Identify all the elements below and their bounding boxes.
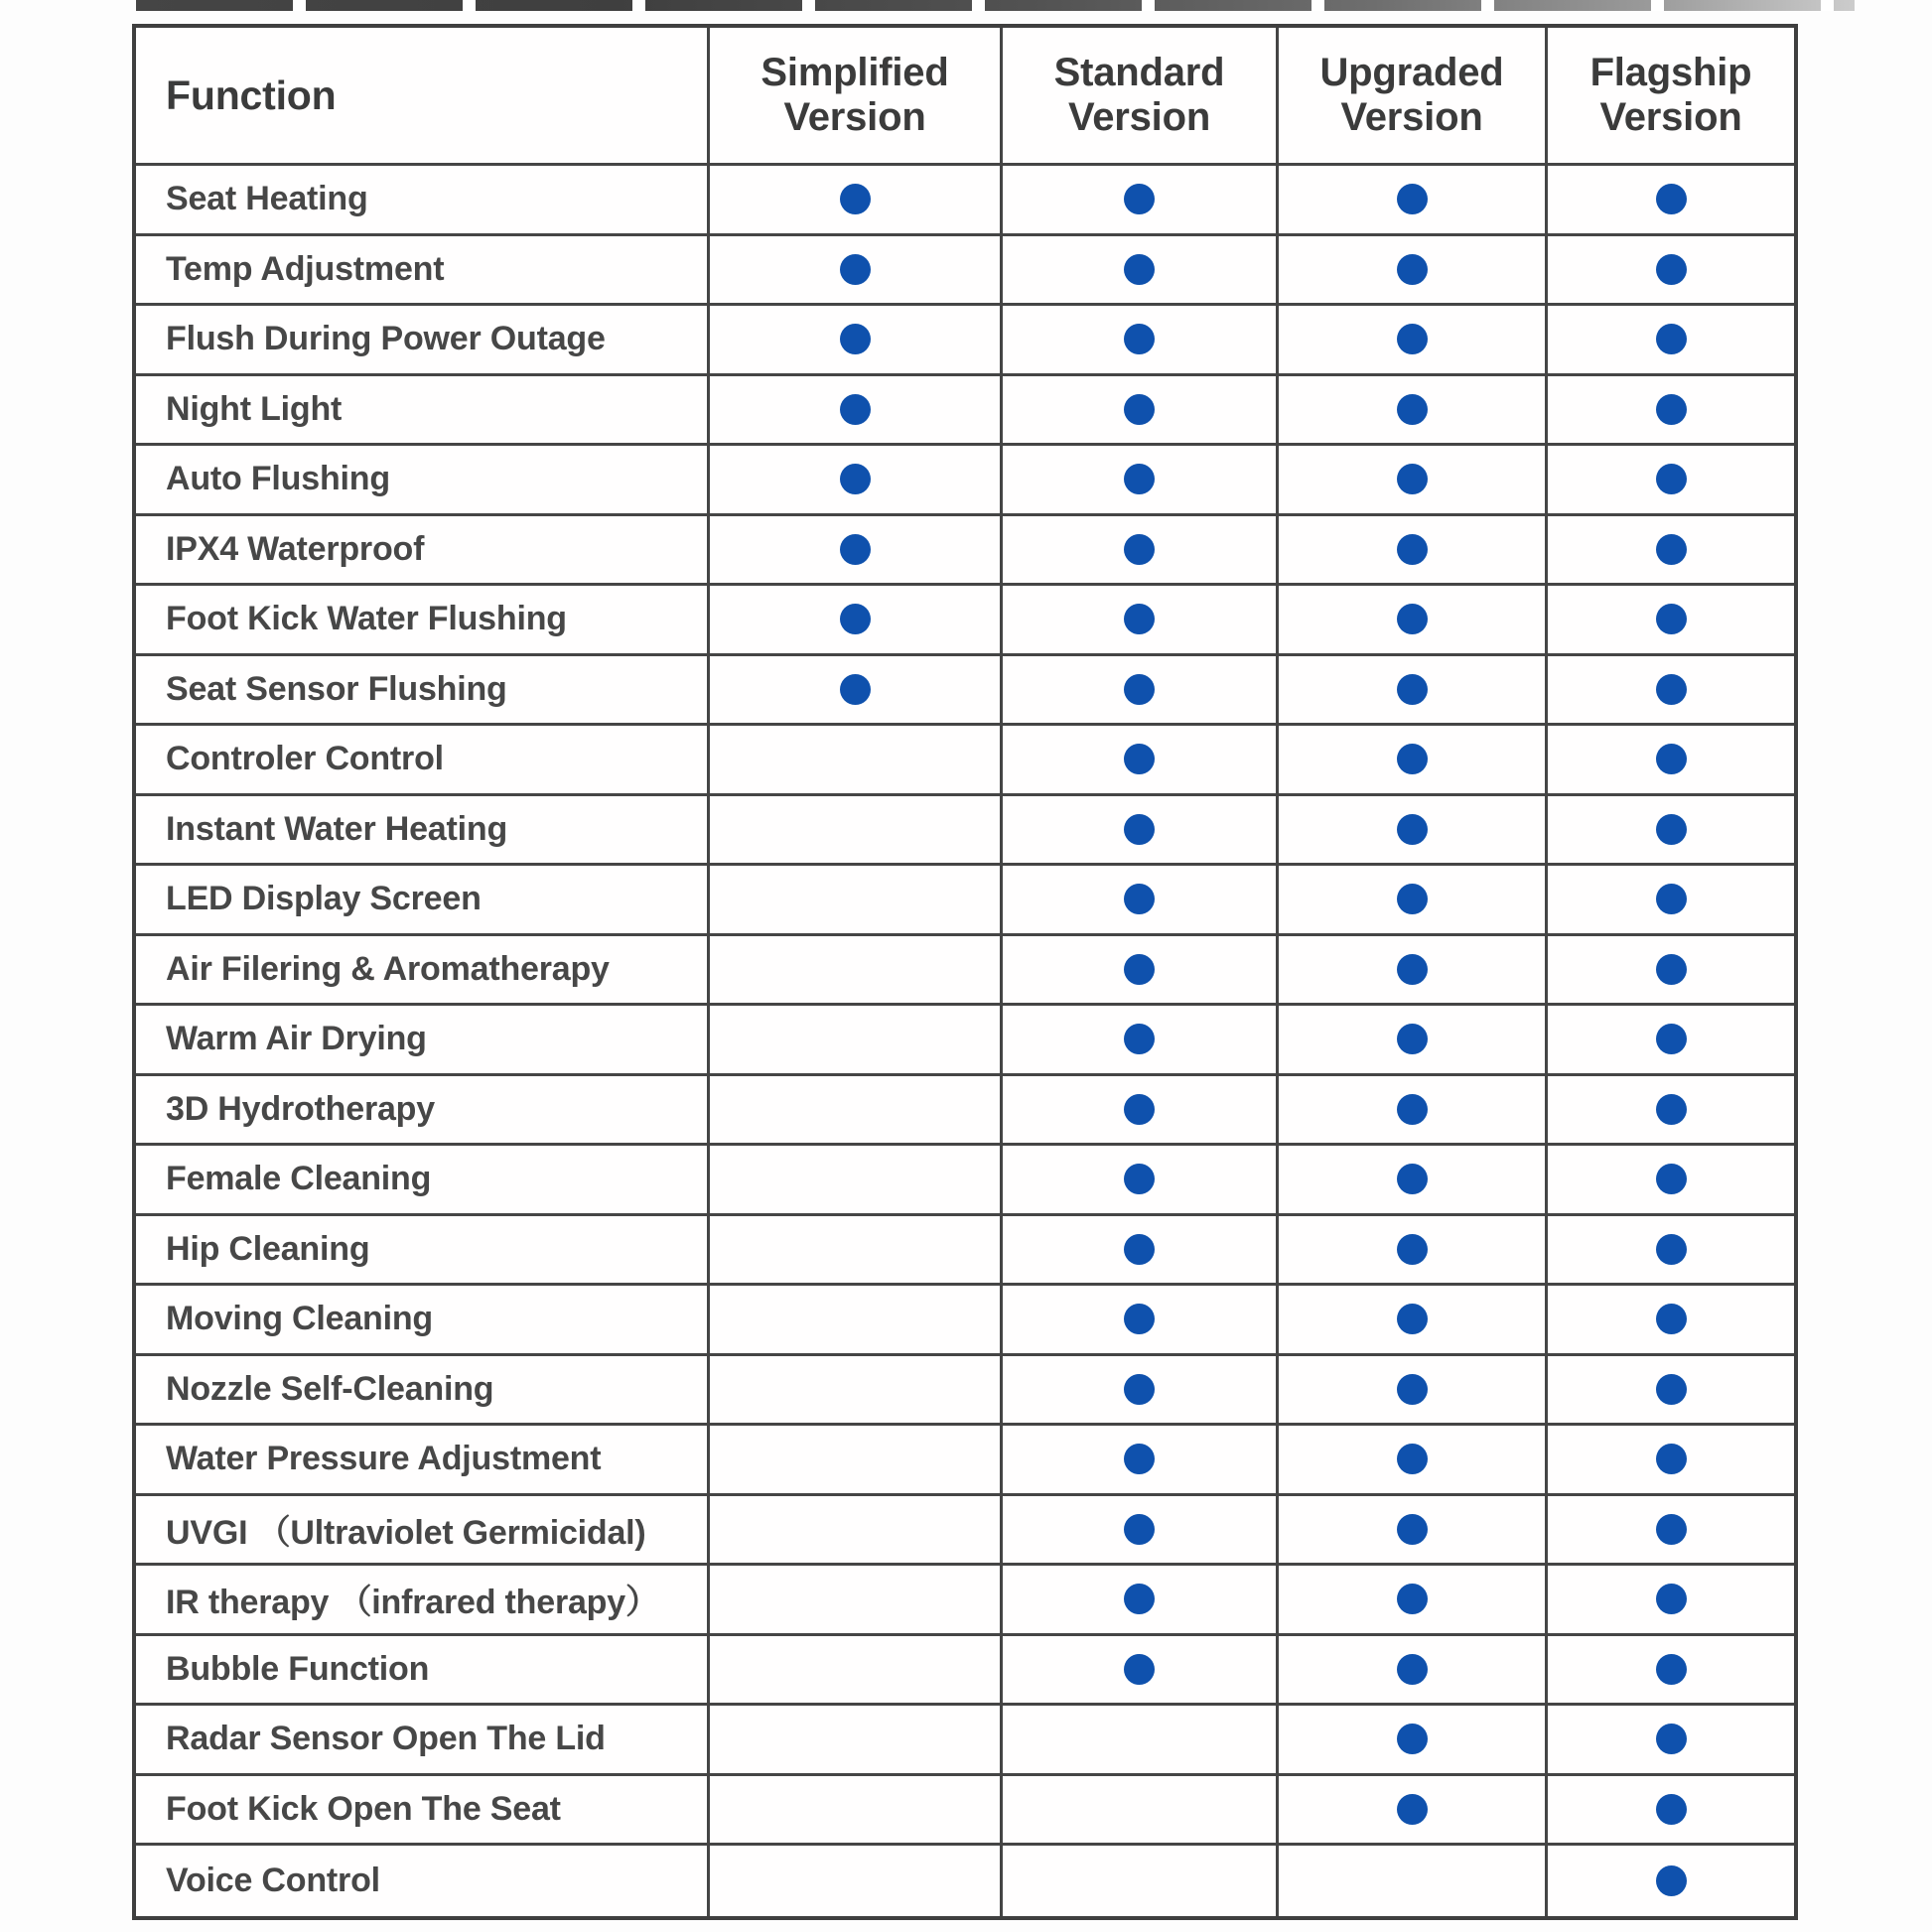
- function-cell: [136, 1636, 710, 1707]
- availability-cell: [1003, 1076, 1279, 1147]
- function-cell: [136, 1146, 710, 1216]
- feature-dot: [1124, 954, 1155, 985]
- availability-cell: [1548, 1846, 1794, 1916]
- feature-dot: [1656, 674, 1687, 705]
- feature-dot: [1397, 1794, 1428, 1825]
- availability-cell: [710, 936, 1003, 1007]
- feature-dot: [1397, 394, 1428, 425]
- availability-cell: [1279, 1076, 1548, 1147]
- availability-cell: [1003, 306, 1279, 376]
- availability-cell: [1548, 1706, 1794, 1776]
- feature-dot: [1656, 1794, 1687, 1825]
- header-function: [136, 28, 710, 166]
- availability-cell: [1548, 306, 1794, 376]
- function-label: 3D Hydrotherapy: [166, 1089, 435, 1128]
- feature-dot: [1124, 674, 1155, 705]
- availability-cell: [710, 236, 1003, 307]
- feature-dot: [1397, 814, 1428, 845]
- function-cell: [136, 1076, 710, 1147]
- header-upgraded-version-label: Upgraded Version: [1319, 50, 1504, 139]
- feature-dot: [1124, 1514, 1155, 1545]
- availability-cell: [1003, 1216, 1279, 1287]
- function-cell: [136, 236, 710, 307]
- function-label: Radar Sensor Open The Lid: [166, 1720, 606, 1758]
- availability-cell: [1548, 726, 1794, 796]
- feature-dot: [1124, 1094, 1155, 1125]
- function-label: Instant Water Heating: [166, 809, 508, 848]
- function-label: Seat Heating: [166, 180, 368, 218]
- availability-cell: [710, 1426, 1003, 1496]
- function-label: UVGI （Ultraviolet Germicidal): [166, 1513, 646, 1552]
- availability-cell: [710, 1636, 1003, 1707]
- feature-dot: [1397, 254, 1428, 285]
- feature-dot: [1656, 1304, 1687, 1334]
- availability-cell: [1548, 866, 1794, 936]
- availability-cell: [710, 586, 1003, 656]
- availability-cell: [1003, 516, 1279, 587]
- feature-dot: [1397, 744, 1428, 774]
- availability-cell: [1003, 166, 1279, 236]
- availability-cell: [710, 446, 1003, 516]
- function-label: IR therapy （infrared therapy）: [166, 1584, 659, 1622]
- feature-dot: [1656, 1514, 1687, 1545]
- feature-dot: [1124, 1024, 1155, 1054]
- function-label: Foot Kick Water Flushing: [166, 600, 567, 638]
- function-label: Female Cleaning: [166, 1160, 432, 1198]
- feature-dot: [1656, 394, 1687, 425]
- function-cell: [136, 1776, 710, 1847]
- availability-cell: [1279, 306, 1548, 376]
- availability-cell: [1548, 1216, 1794, 1287]
- feature-dot: [1124, 394, 1155, 425]
- function-label: Foot Kick Open The Seat: [166, 1789, 561, 1828]
- feature-dot: [1656, 1654, 1687, 1685]
- feature-dot: [1124, 1654, 1155, 1685]
- availability-cell: [1003, 1636, 1279, 1707]
- availability-cell: [1003, 796, 1279, 867]
- function-label: Voice Control: [166, 1861, 380, 1899]
- feature-dot: [1656, 1724, 1687, 1754]
- function-cell: [136, 586, 710, 656]
- function-cell: [136, 1566, 710, 1636]
- feature-dot: [1656, 1444, 1687, 1474]
- function-label: Bubble Function: [166, 1649, 430, 1688]
- feature-dot: [1656, 1374, 1687, 1405]
- availability-cell: [710, 1286, 1003, 1356]
- availability-cell: [1279, 1286, 1548, 1356]
- availability-cell: [1548, 1496, 1794, 1567]
- feature-dot: [1656, 884, 1687, 914]
- feature-dot: [840, 184, 871, 214]
- function-cell: [136, 1216, 710, 1287]
- feature-dot: [1124, 1234, 1155, 1265]
- feature-dot: [840, 394, 871, 425]
- availability-cell: [710, 1496, 1003, 1567]
- feature-dot: [840, 604, 871, 634]
- availability-cell: [1003, 936, 1279, 1007]
- function-label: LED Display Screen: [166, 880, 482, 918]
- feature-dot: [1124, 464, 1155, 494]
- availability-cell: [1279, 796, 1548, 867]
- availability-cell: [1548, 1776, 1794, 1847]
- feature-dot: [1124, 1374, 1155, 1405]
- availability-cell: [1279, 1426, 1548, 1496]
- header-simplified-version: [710, 28, 1003, 166]
- availability-cell: [1003, 1566, 1279, 1636]
- feature-dot: [1124, 604, 1155, 634]
- function-label: Moving Cleaning: [166, 1300, 434, 1338]
- availability-cell: [710, 1706, 1003, 1776]
- availability-cell: [1003, 1426, 1279, 1496]
- feature-dot: [1124, 534, 1155, 565]
- feature-dot: [1397, 1024, 1428, 1054]
- availability-cell: [1003, 656, 1279, 727]
- availability-cell: [1548, 166, 1794, 236]
- availability-cell: [1003, 726, 1279, 796]
- availability-cell: [1279, 936, 1548, 1007]
- availability-cell: [710, 726, 1003, 796]
- feature-dot: [1397, 1094, 1428, 1125]
- function-label: Controler Control: [166, 740, 444, 778]
- availability-cell: [710, 656, 1003, 727]
- function-cell: [136, 1426, 710, 1496]
- header-standard-version-label: Standard Version: [1053, 50, 1225, 139]
- feature-dot: [1124, 814, 1155, 845]
- feature-dot: [1656, 1164, 1687, 1194]
- function-cell: [136, 1706, 710, 1776]
- header-flagship-version-label: Flagship Version: [1589, 50, 1752, 139]
- feature-dot: [1656, 534, 1687, 565]
- availability-cell: [710, 1006, 1003, 1076]
- availability-cell: [1279, 1006, 1548, 1076]
- availability-cell: [1003, 1286, 1279, 1356]
- function-cell: [136, 1286, 710, 1356]
- feature-dot: [1397, 534, 1428, 565]
- function-cell: [136, 166, 710, 236]
- function-label: Water Pressure Adjustment: [166, 1440, 602, 1478]
- availability-cell: [710, 516, 1003, 587]
- availability-cell: [1003, 376, 1279, 447]
- header-simplified-version-label: Simplified Version: [760, 50, 949, 139]
- availability-cell: [1548, 376, 1794, 447]
- function-label: Warm Air Drying: [166, 1020, 427, 1058]
- availability-cell: [1279, 516, 1548, 587]
- availability-cell: [1279, 236, 1548, 307]
- availability-cell: [1279, 166, 1548, 236]
- availability-cell: [1548, 236, 1794, 307]
- availability-cell: [1003, 1776, 1279, 1847]
- feature-dot: [1397, 324, 1428, 354]
- feature-dot: [1397, 1374, 1428, 1405]
- function-label: Seat Sensor Flushing: [166, 669, 507, 708]
- header-function-label: Function: [166, 71, 337, 118]
- feature-dot: [1397, 884, 1428, 914]
- availability-cell: [710, 866, 1003, 936]
- availability-cell: [1003, 1496, 1279, 1567]
- availability-cell: [1548, 1636, 1794, 1707]
- feature-comparison-grid: [136, 28, 1794, 1916]
- availability-cell: [1279, 1356, 1548, 1427]
- availability-cell: [1279, 726, 1548, 796]
- feature-comparison-table: [132, 24, 1798, 1920]
- availability-cell: [1003, 586, 1279, 656]
- feature-dot: [840, 324, 871, 354]
- feature-dot: [1397, 464, 1428, 494]
- feature-dot: [840, 464, 871, 494]
- availability-cell: [1003, 1706, 1279, 1776]
- feature-dot: [1656, 1865, 1687, 1896]
- availability-cell: [1548, 1426, 1794, 1496]
- feature-dot: [1124, 1444, 1155, 1474]
- function-cell: [136, 446, 710, 516]
- header-standard-version: [1003, 28, 1279, 166]
- feature-dot: [840, 674, 871, 705]
- feature-dot: [1124, 324, 1155, 354]
- function-cell: [136, 1006, 710, 1076]
- function-cell: [136, 1846, 710, 1916]
- availability-cell: [1279, 1846, 1548, 1916]
- header-flagship-version: [1548, 28, 1794, 166]
- header-upgraded-version: [1279, 28, 1548, 166]
- function-label: IPX4 Waterproof: [166, 529, 425, 568]
- availability-cell: [710, 1566, 1003, 1636]
- function-cell: [136, 1356, 710, 1427]
- availability-cell: [1279, 1776, 1548, 1847]
- availability-cell: [710, 166, 1003, 236]
- availability-cell: [1279, 1146, 1548, 1216]
- availability-cell: [1548, 516, 1794, 587]
- feature-dot: [1397, 1234, 1428, 1265]
- availability-cell: [1548, 656, 1794, 727]
- feature-dot: [1124, 184, 1155, 214]
- function-label: Flush During Power Outage: [166, 320, 606, 358]
- function-label: Air Filering & Aromatherapy: [166, 949, 610, 988]
- function-label: Hip Cleaning: [166, 1229, 370, 1268]
- availability-cell: [1003, 1146, 1279, 1216]
- feature-dot: [1124, 744, 1155, 774]
- function-label: Auto Flushing: [166, 460, 390, 498]
- feature-dot: [1656, 814, 1687, 845]
- function-cell: [136, 1496, 710, 1567]
- availability-cell: [1548, 796, 1794, 867]
- availability-cell: [1003, 866, 1279, 936]
- function-cell: [136, 866, 710, 936]
- availability-cell: [1003, 1006, 1279, 1076]
- availability-cell: [710, 1146, 1003, 1216]
- feature-dot: [1397, 1444, 1428, 1474]
- feature-dot: [1656, 1234, 1687, 1265]
- function-label: Temp Adjustment: [166, 249, 445, 288]
- feature-dot: [1656, 954, 1687, 985]
- feature-dot: [1124, 884, 1155, 914]
- function-cell: [136, 936, 710, 1007]
- function-cell: [136, 796, 710, 867]
- feature-dot: [1397, 954, 1428, 985]
- availability-cell: [710, 796, 1003, 867]
- availability-cell: [1279, 1706, 1548, 1776]
- availability-cell: [1548, 1076, 1794, 1147]
- availability-cell: [1003, 236, 1279, 307]
- cropped-top-banner: [136, 0, 1855, 11]
- availability-cell: [710, 1846, 1003, 1916]
- feature-dot: [1397, 604, 1428, 634]
- function-cell: [136, 726, 710, 796]
- function-cell: [136, 656, 710, 727]
- feature-dot: [1397, 184, 1428, 214]
- availability-cell: [1003, 1356, 1279, 1427]
- feature-dot: [1124, 1304, 1155, 1334]
- feature-dot: [1397, 1514, 1428, 1545]
- availability-cell: [1279, 446, 1548, 516]
- feature-dot: [1656, 1094, 1687, 1125]
- availability-cell: [1548, 1356, 1794, 1427]
- feature-dot: [1656, 1024, 1687, 1054]
- function-cell: [136, 306, 710, 376]
- feature-dot: [1124, 254, 1155, 285]
- availability-cell: [1548, 446, 1794, 516]
- availability-cell: [1279, 1496, 1548, 1567]
- availability-cell: [1279, 1566, 1548, 1636]
- function-cell: [136, 376, 710, 447]
- availability-cell: [1279, 1636, 1548, 1707]
- availability-cell: [1548, 1146, 1794, 1216]
- function-label: Night Light: [166, 389, 343, 428]
- availability-cell: [710, 1216, 1003, 1287]
- availability-cell: [1548, 936, 1794, 1007]
- availability-cell: [1279, 1216, 1548, 1287]
- availability-cell: [710, 376, 1003, 447]
- feature-dot: [840, 534, 871, 565]
- availability-cell: [1548, 1286, 1794, 1356]
- feature-dot: [1656, 324, 1687, 354]
- feature-dot: [1397, 1584, 1428, 1614]
- feature-dot: [1397, 674, 1428, 705]
- feature-dot: [1656, 254, 1687, 285]
- availability-cell: [1003, 1846, 1279, 1916]
- availability-cell: [710, 1076, 1003, 1147]
- availability-cell: [1548, 1006, 1794, 1076]
- function-label: Nozzle Self-Cleaning: [166, 1369, 494, 1408]
- feature-dot: [840, 254, 871, 285]
- feature-dot: [1656, 464, 1687, 494]
- availability-cell: [1279, 866, 1548, 936]
- feature-dot: [1397, 1304, 1428, 1334]
- availability-cell: [1279, 376, 1548, 447]
- availability-cell: [1003, 446, 1279, 516]
- feature-dot: [1656, 604, 1687, 634]
- availability-cell: [1279, 586, 1548, 656]
- availability-cell: [1279, 656, 1548, 727]
- availability-cell: [710, 306, 1003, 376]
- feature-dot: [1656, 184, 1687, 214]
- availability-cell: [710, 1776, 1003, 1847]
- availability-cell: [710, 1356, 1003, 1427]
- feature-dot: [1656, 744, 1687, 774]
- feature-dot: [1124, 1164, 1155, 1194]
- feature-dot: [1656, 1584, 1687, 1614]
- function-cell: [136, 516, 710, 587]
- availability-cell: [1548, 1566, 1794, 1636]
- feature-dot: [1397, 1164, 1428, 1194]
- feature-dot: [1397, 1724, 1428, 1754]
- feature-dot: [1397, 1654, 1428, 1685]
- feature-dot: [1124, 1584, 1155, 1614]
- availability-cell: [1548, 586, 1794, 656]
